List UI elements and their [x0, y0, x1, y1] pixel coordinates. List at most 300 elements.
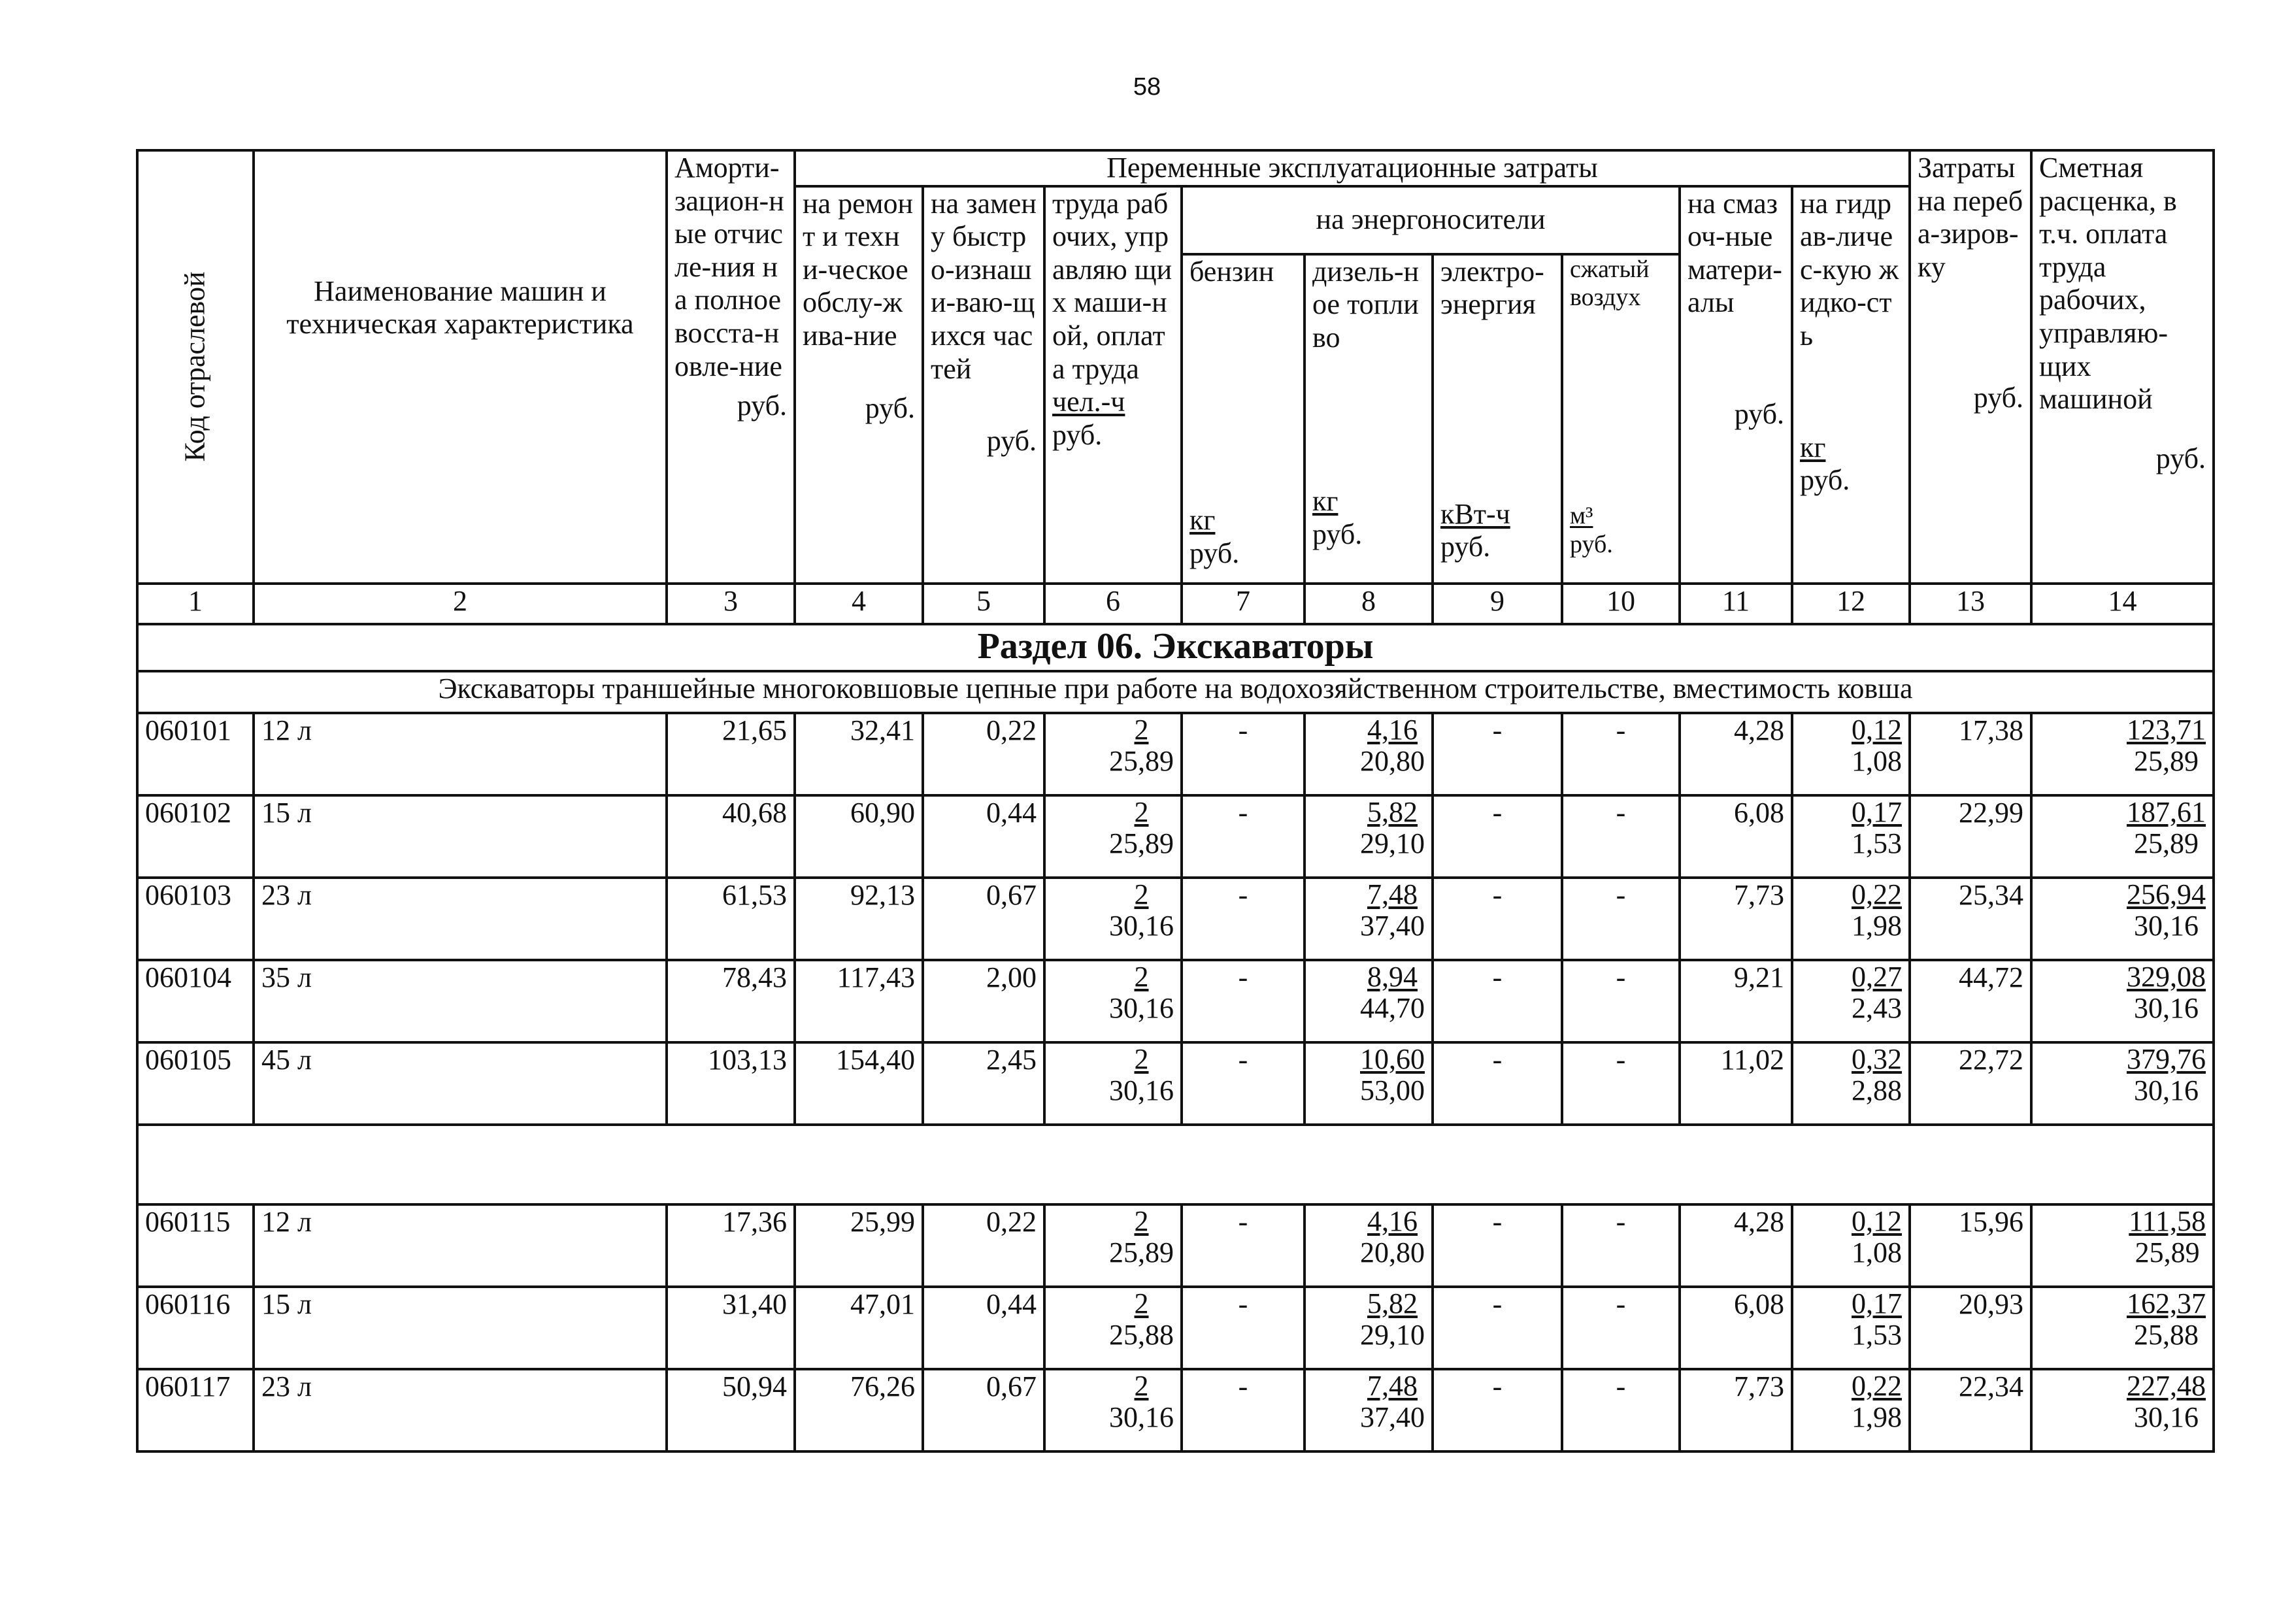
rate-cell [2031, 713, 2214, 795]
group-title-row [137, 671, 2214, 713]
replace-cell [923, 1287, 1044, 1369]
column-number: 7 [1182, 584, 1305, 624]
repair-value: 32,41 [850, 714, 915, 746]
petrol-value: - [1238, 1370, 1248, 1402]
column-number: 4 [795, 584, 923, 624]
diesel-bot-value: 29,10 [1360, 827, 1425, 859]
header-labor [1044, 186, 1182, 584]
repair-cell [795, 713, 923, 795]
code-cell [137, 1287, 254, 1369]
name-cell [254, 960, 667, 1042]
column-number: 3 [667, 584, 795, 624]
code-value: 060116 [145, 1287, 231, 1320]
labor-cell [1044, 1287, 1182, 1369]
rate-bot-value: 30,16 [2134, 1074, 2199, 1106]
rate-cell [2031, 1287, 2214, 1369]
header-amort-unit: руб. [737, 389, 787, 422]
rate-cell [2031, 878, 2214, 960]
data-rows-group-2 [137, 1204, 2214, 1451]
rate-top-value: 111,58 [2129, 1204, 2206, 1237]
diesel-fraction [1360, 1370, 1425, 1434]
header-diesel-unit-top: кг [1312, 485, 1338, 518]
repair-value: 154,40 [836, 1043, 915, 1076]
amort-value: 40,68 [722, 796, 787, 829]
table-row [137, 795, 2214, 878]
labor-top-value: 2 [1134, 1042, 1149, 1075]
petrol-cell [1182, 1042, 1305, 1125]
lubricant-cell [1680, 878, 1792, 960]
labor-bot-value: 30,16 [1109, 1074, 1174, 1106]
lubricant-value: 9,21 [1734, 961, 1784, 993]
diesel-bot-value: 37,40 [1360, 1400, 1425, 1433]
cost-table-wrapper [136, 149, 2215, 1453]
diesel-fraction [1360, 879, 1425, 942]
air-cell [1562, 1287, 1680, 1369]
electric-cell [1433, 795, 1562, 878]
header-petrol-label: бензин [1189, 255, 1274, 288]
code-cell [137, 1042, 254, 1125]
header-air [1562, 254, 1680, 584]
rate-cell [2031, 1204, 2214, 1287]
diesel-cell [1305, 713, 1433, 795]
labor-fraction [1109, 1370, 1174, 1434]
petrol-cell [1182, 795, 1305, 878]
rate-bot-value: 30,16 [2134, 991, 2199, 1024]
replace-value: 0,44 [986, 796, 1037, 829]
electric-value: - [1492, 796, 1503, 829]
replace-value: 0,67 [986, 878, 1037, 911]
header-amort [667, 150, 795, 584]
diesel-top-value: 4,16 [1367, 1204, 1418, 1237]
column-number-row [137, 584, 2214, 624]
amort-value: 31,40 [722, 1287, 787, 1320]
name-value: 15 л [261, 796, 312, 829]
labor-cell [1044, 713, 1182, 795]
electric-cell [1433, 1042, 1562, 1125]
replace-cell [923, 795, 1044, 878]
header-hydraulic-unit-top: кг [1800, 431, 1826, 463]
relocation-cell [1910, 1287, 2031, 1369]
rate-fraction [2127, 797, 2206, 860]
header-rate-label: Сметная расценка, в т.ч. оплата труда рабочих, управляю-щих машиной [2039, 152, 2177, 416]
rate-fraction [2127, 1370, 2206, 1434]
header-rate [2031, 150, 2214, 584]
name-cell [254, 1204, 667, 1287]
air-value: - [1616, 1287, 1626, 1320]
empty-cell [137, 1125, 2214, 1204]
labor-top-value: 2 [1134, 713, 1149, 746]
labor-bot-value: 25,89 [1109, 1236, 1174, 1268]
header-rate-unit: руб. [2155, 442, 2206, 474]
code-cell [137, 1369, 254, 1451]
hydraulic-cell [1792, 1369, 1910, 1451]
section-title-row [137, 624, 2214, 671]
electric-cell [1433, 1287, 1562, 1369]
lubricant-value: 4,28 [1734, 1205, 1784, 1238]
hydraulic-fraction [1852, 1288, 1902, 1351]
relocation-cell [1910, 960, 2031, 1042]
amort-cell [667, 713, 795, 795]
relocation-value: 15,96 [1959, 1205, 2024, 1238]
diesel-fraction [1360, 1206, 1425, 1269]
amort-value: 103,13 [708, 1043, 787, 1076]
hydraulic-top-value: 0,22 [1852, 1369, 1903, 1402]
relocation-cell [1910, 1369, 2031, 1451]
column-number: 11 [1680, 584, 1792, 624]
air-cell [1562, 795, 1680, 878]
air-cell [1562, 1369, 1680, 1451]
labor-cell [1044, 960, 1182, 1042]
replace-cell [923, 1204, 1044, 1287]
code-value: 060103 [145, 878, 231, 911]
electric-cell [1433, 1369, 1562, 1451]
petrol-value: - [1238, 878, 1248, 911]
labor-cell [1044, 1042, 1182, 1125]
hydraulic-bot-value: 1,98 [1852, 909, 1903, 942]
name-cell [254, 1369, 667, 1451]
lubricant-cell [1680, 1369, 1792, 1451]
labor-top-value: 2 [1134, 1204, 1149, 1237]
header-petrol [1182, 254, 1305, 584]
header-name-label: Наименование машин и техническая характеристика [286, 274, 634, 340]
hydraulic-cell [1792, 1042, 1910, 1125]
hydraulic-cell [1792, 1287, 1910, 1369]
repair-value: 92,13 [850, 878, 915, 911]
amort-cell [667, 1369, 795, 1451]
hydraulic-top-value: 0,17 [1852, 795, 1903, 828]
diesel-cell [1305, 878, 1433, 960]
data-rows-group-1 [137, 713, 2214, 1125]
relocation-cell [1910, 713, 2031, 795]
diesel-fraction [1360, 1288, 1425, 1351]
code-cell [137, 795, 254, 878]
lubricant-value: 6,08 [1734, 1287, 1784, 1320]
petrol-cell [1182, 878, 1305, 960]
air-cell [1562, 1204, 1680, 1287]
petrol-cell [1182, 960, 1305, 1042]
replace-cell [923, 878, 1044, 960]
header-code-label: Код отраслевой [178, 271, 211, 462]
diesel-cell [1305, 1287, 1433, 1369]
labor-cell [1044, 878, 1182, 960]
relocation-value: 20,93 [1959, 1287, 2024, 1320]
replace-value: 0,22 [986, 714, 1037, 746]
hydraulic-fraction [1852, 961, 1902, 1025]
labor-bot-value: 25,88 [1109, 1318, 1174, 1351]
header-variable [795, 150, 1910, 186]
header-name [254, 150, 667, 584]
header-lubricant-unit: руб. [1734, 397, 1784, 430]
hydraulic-top-value: 0,22 [1852, 878, 1903, 910]
header-diesel-unit-bot: руб. [1312, 518, 1363, 550]
air-cell [1562, 878, 1680, 960]
header-air-unit-bot: руб. [1570, 530, 1613, 558]
air-value: - [1616, 961, 1626, 993]
hydraulic-cell [1792, 878, 1910, 960]
petrol-value: - [1238, 796, 1248, 829]
column-number: 13 [1910, 584, 2031, 624]
column-number: 10 [1562, 584, 1680, 624]
labor-bot-value: 30,16 [1109, 991, 1174, 1024]
hydraulic-bot-value: 1,08 [1852, 744, 1903, 777]
relocation-value: 22,99 [1959, 796, 2024, 829]
electric-value: - [1492, 961, 1503, 993]
hydraulic-cell [1792, 713, 1910, 795]
hydraulic-bot-value: 1,53 [1852, 827, 1903, 859]
relocation-cell [1910, 878, 2031, 960]
section-title: Раздел 06. Экскаваторы [137, 624, 2214, 671]
lubricant-cell [1680, 713, 1792, 795]
petrol-value: - [1238, 1205, 1248, 1238]
header-replace-unit: руб. [986, 425, 1037, 457]
labor-bot-value: 30,16 [1109, 909, 1174, 942]
diesel-top-value: 7,48 [1367, 1369, 1418, 1402]
table-row [137, 1369, 2214, 1451]
labor-top-value: 2 [1134, 878, 1149, 910]
lubricant-cell [1680, 960, 1792, 1042]
diesel-fraction [1360, 797, 1425, 860]
diesel-fraction [1360, 714, 1425, 778]
rate-fraction [2129, 1206, 2206, 1269]
relocation-value: 22,72 [1959, 1043, 2024, 1076]
amort-cell [667, 878, 795, 960]
header-variable-label: Переменные эксплуатационные затраты [1106, 152, 1598, 184]
name-value: 45 л [261, 1043, 312, 1076]
header-amort-label: Аморти-зацион-ные отчисле-ния на полное восста-новле-ние [674, 152, 784, 382]
replace-cell [923, 1369, 1044, 1451]
rate-bot-value: 25,88 [2134, 1318, 2199, 1351]
amort-cell [667, 1287, 795, 1369]
table-row [137, 1204, 2214, 1287]
hydraulic-top-value: 0,12 [1852, 713, 1903, 746]
hydraulic-fraction [1852, 1044, 1902, 1107]
column-number: 12 [1792, 584, 1910, 624]
air-cell [1562, 960, 1680, 1042]
labor-fraction [1109, 1288, 1174, 1351]
rate-fraction [2127, 879, 2206, 942]
replace-cell [923, 960, 1044, 1042]
column-number: 14 [2031, 584, 2214, 624]
hydraulic-fraction [1852, 1370, 1902, 1434]
relocation-cell [1910, 1042, 2031, 1125]
relocation-cell [1910, 795, 2031, 878]
electric-value: - [1492, 1043, 1503, 1076]
diesel-cell [1305, 1042, 1433, 1125]
rate-fraction [2127, 961, 2206, 1025]
air-value: - [1616, 1205, 1626, 1238]
hydraulic-top-value: 0,17 [1852, 1287, 1903, 1319]
name-value: 35 л [261, 961, 312, 993]
lubricant-value: 7,73 [1734, 878, 1784, 911]
labor-cell [1044, 1369, 1182, 1451]
diesel-bot-value: 20,80 [1360, 1236, 1425, 1268]
header-diesel-label: дизель-ное топливо [1312, 255, 1420, 354]
lubricant-cell [1680, 795, 1792, 878]
header-electric-label: электро-энергия [1440, 255, 1544, 321]
column-number: 2 [254, 584, 667, 624]
rate-fraction [2127, 1044, 2206, 1107]
table-row [137, 878, 2214, 960]
lubricant-cell [1680, 1042, 1792, 1125]
amort-cell [667, 960, 795, 1042]
diesel-top-value: 8,94 [1367, 960, 1418, 993]
petrol-cell [1182, 1204, 1305, 1287]
electric-value: - [1492, 1370, 1503, 1402]
diesel-bot-value: 29,10 [1360, 1318, 1425, 1351]
lubricant-cell [1680, 1287, 1792, 1369]
code-value: 060105 [145, 1043, 231, 1076]
column-number: 8 [1305, 584, 1433, 624]
header-air-label: сжатый воздух [1570, 255, 1650, 312]
electric-cell [1433, 1204, 1562, 1287]
petrol-cell [1182, 1287, 1305, 1369]
header-diesel [1305, 254, 1433, 584]
column-number: 5 [923, 584, 1044, 624]
hydraulic-top-value: 0,27 [1852, 960, 1903, 993]
table-row [137, 960, 2214, 1042]
electric-value: - [1492, 1205, 1503, 1238]
replace-value: 0,22 [986, 1205, 1037, 1238]
empty-row [137, 1125, 2214, 1204]
diesel-fraction [1360, 1044, 1425, 1107]
labor-top-value: 2 [1134, 795, 1149, 828]
relocation-value: 25,34 [1959, 878, 2024, 911]
labor-fraction [1109, 879, 1174, 942]
replace-value: 2,00 [986, 961, 1037, 993]
hydraulic-bot-value: 2,88 [1852, 1074, 1903, 1106]
diesel-top-value: 7,48 [1367, 878, 1418, 910]
code-value: 060104 [145, 961, 231, 993]
rate-top-value: 162,37 [2127, 1287, 2206, 1319]
header-hydraulic [1792, 186, 1910, 584]
header-labor-unit-top: чел.-ч [1052, 386, 1125, 418]
page-number: 58 [1133, 73, 1161, 101]
rate-cell [2031, 1369, 2214, 1451]
hydraulic-cell [1792, 960, 1910, 1042]
table-row [137, 1042, 2214, 1125]
petrol-value: - [1238, 1287, 1248, 1320]
amort-cell [667, 1204, 795, 1287]
petrol-cell [1182, 713, 1305, 795]
electric-value: - [1492, 878, 1503, 911]
diesel-cell [1305, 1204, 1433, 1287]
header-repair-unit: руб. [865, 391, 915, 424]
hydraulic-fraction [1852, 714, 1902, 778]
repair-value: 47,01 [850, 1287, 915, 1320]
column-number: 9 [1433, 584, 1562, 624]
header-relocation-unit: руб. [1973, 382, 2024, 414]
header-relocation-label: Затраты на переба-зиров-ку [1918, 152, 2023, 283]
hydraulic-fraction [1852, 797, 1902, 860]
name-value: 12 л [261, 714, 312, 746]
lubricant-cell [1680, 1204, 1792, 1287]
replace-value: 2,45 [986, 1043, 1037, 1076]
rate-top-value: 227,48 [2127, 1369, 2206, 1402]
electric-value: - [1492, 1287, 1503, 1320]
diesel-bot-value: 53,00 [1360, 1074, 1425, 1106]
replace-value: 0,44 [986, 1287, 1037, 1320]
lubricant-value: 7,73 [1734, 1370, 1784, 1402]
amort-cell [667, 795, 795, 878]
name-cell [254, 1042, 667, 1125]
header-relocation [1910, 150, 2031, 584]
amort-value: 61,53 [722, 878, 787, 911]
table-row [137, 713, 2214, 795]
labor-bot-value: 25,89 [1109, 744, 1174, 777]
repair-cell [795, 1042, 923, 1125]
name-value: 15 л [261, 1287, 312, 1320]
labor-top-value: 2 [1134, 960, 1149, 993]
name-value: 23 л [261, 878, 312, 911]
relocation-value: 17,38 [1959, 714, 2024, 746]
amort-value: 21,65 [722, 714, 787, 746]
labor-fraction [1109, 1044, 1174, 1107]
table-row [137, 1287, 2214, 1369]
amort-value: 78,43 [722, 961, 787, 993]
electric-cell [1433, 878, 1562, 960]
labor-bot-value: 25,89 [1109, 827, 1174, 859]
machine-cost-table [136, 149, 2215, 1453]
name-cell [254, 795, 667, 878]
header-repair [795, 186, 923, 584]
header-labor-unit-bot: руб. [1052, 418, 1103, 451]
column-number: 1 [137, 584, 254, 624]
rate-bot-value: 25,89 [2134, 744, 2199, 777]
hydraulic-bot-value: 2,43 [1852, 991, 1903, 1024]
amort-value: 50,94 [722, 1370, 787, 1402]
header-labor-label: труда рабочих, управляю щих маши-ной, оплата труда [1052, 187, 1172, 385]
diesel-bot-value: 37,40 [1360, 909, 1425, 942]
hydraulic-bot-value: 1,53 [1852, 1318, 1903, 1351]
rate-top-value: 379,76 [2127, 1042, 2206, 1075]
air-value: - [1616, 878, 1626, 911]
hydraulic-top-value: 0,32 [1852, 1042, 1903, 1075]
header-row-1 [137, 150, 2214, 186]
diesel-bot-value: 20,80 [1360, 744, 1425, 777]
hydraulic-bot-value: 1,08 [1852, 1236, 1903, 1268]
hydraulic-cell [1792, 1204, 1910, 1287]
relocation-cell [1910, 1204, 2031, 1287]
code-value: 060102 [145, 796, 231, 829]
hydraulic-fraction [1852, 879, 1902, 942]
rate-fraction [2127, 714, 2206, 778]
replace-cell [923, 713, 1044, 795]
code-value: 060101 [145, 714, 231, 746]
rate-top-value: 256,94 [2127, 878, 2206, 910]
header-hydraulic-label: на гидрав-личес-кую жидко-сть [1800, 187, 1899, 352]
amort-cell [667, 1042, 795, 1125]
amort-value: 17,36 [722, 1205, 787, 1238]
repair-value: 76,26 [850, 1370, 915, 1402]
rate-top-value: 329,08 [2127, 960, 2206, 993]
rate-bot-value: 30,16 [2134, 909, 2199, 942]
labor-top-value: 2 [1134, 1287, 1149, 1319]
air-cell [1562, 1042, 1680, 1125]
labor-fraction [1109, 961, 1174, 1025]
labor-cell [1044, 1204, 1182, 1287]
diesel-bot-value: 44,70 [1360, 991, 1425, 1024]
relocation-value: 44,72 [1959, 961, 2024, 993]
repair-cell [795, 960, 923, 1042]
repair-value: 25,99 [850, 1205, 915, 1238]
replace-cell [923, 1042, 1044, 1125]
relocation-value: 22,34 [1959, 1370, 2024, 1402]
labor-fraction [1109, 1206, 1174, 1269]
group-title: Экскаваторы траншейные многоковшовые цепные при работе на водохозяйственном строительстве, вместимость ковша [137, 671, 2214, 713]
header-lubricant [1680, 186, 1792, 584]
labor-fraction [1109, 714, 1174, 778]
air-value: - [1616, 1043, 1626, 1076]
